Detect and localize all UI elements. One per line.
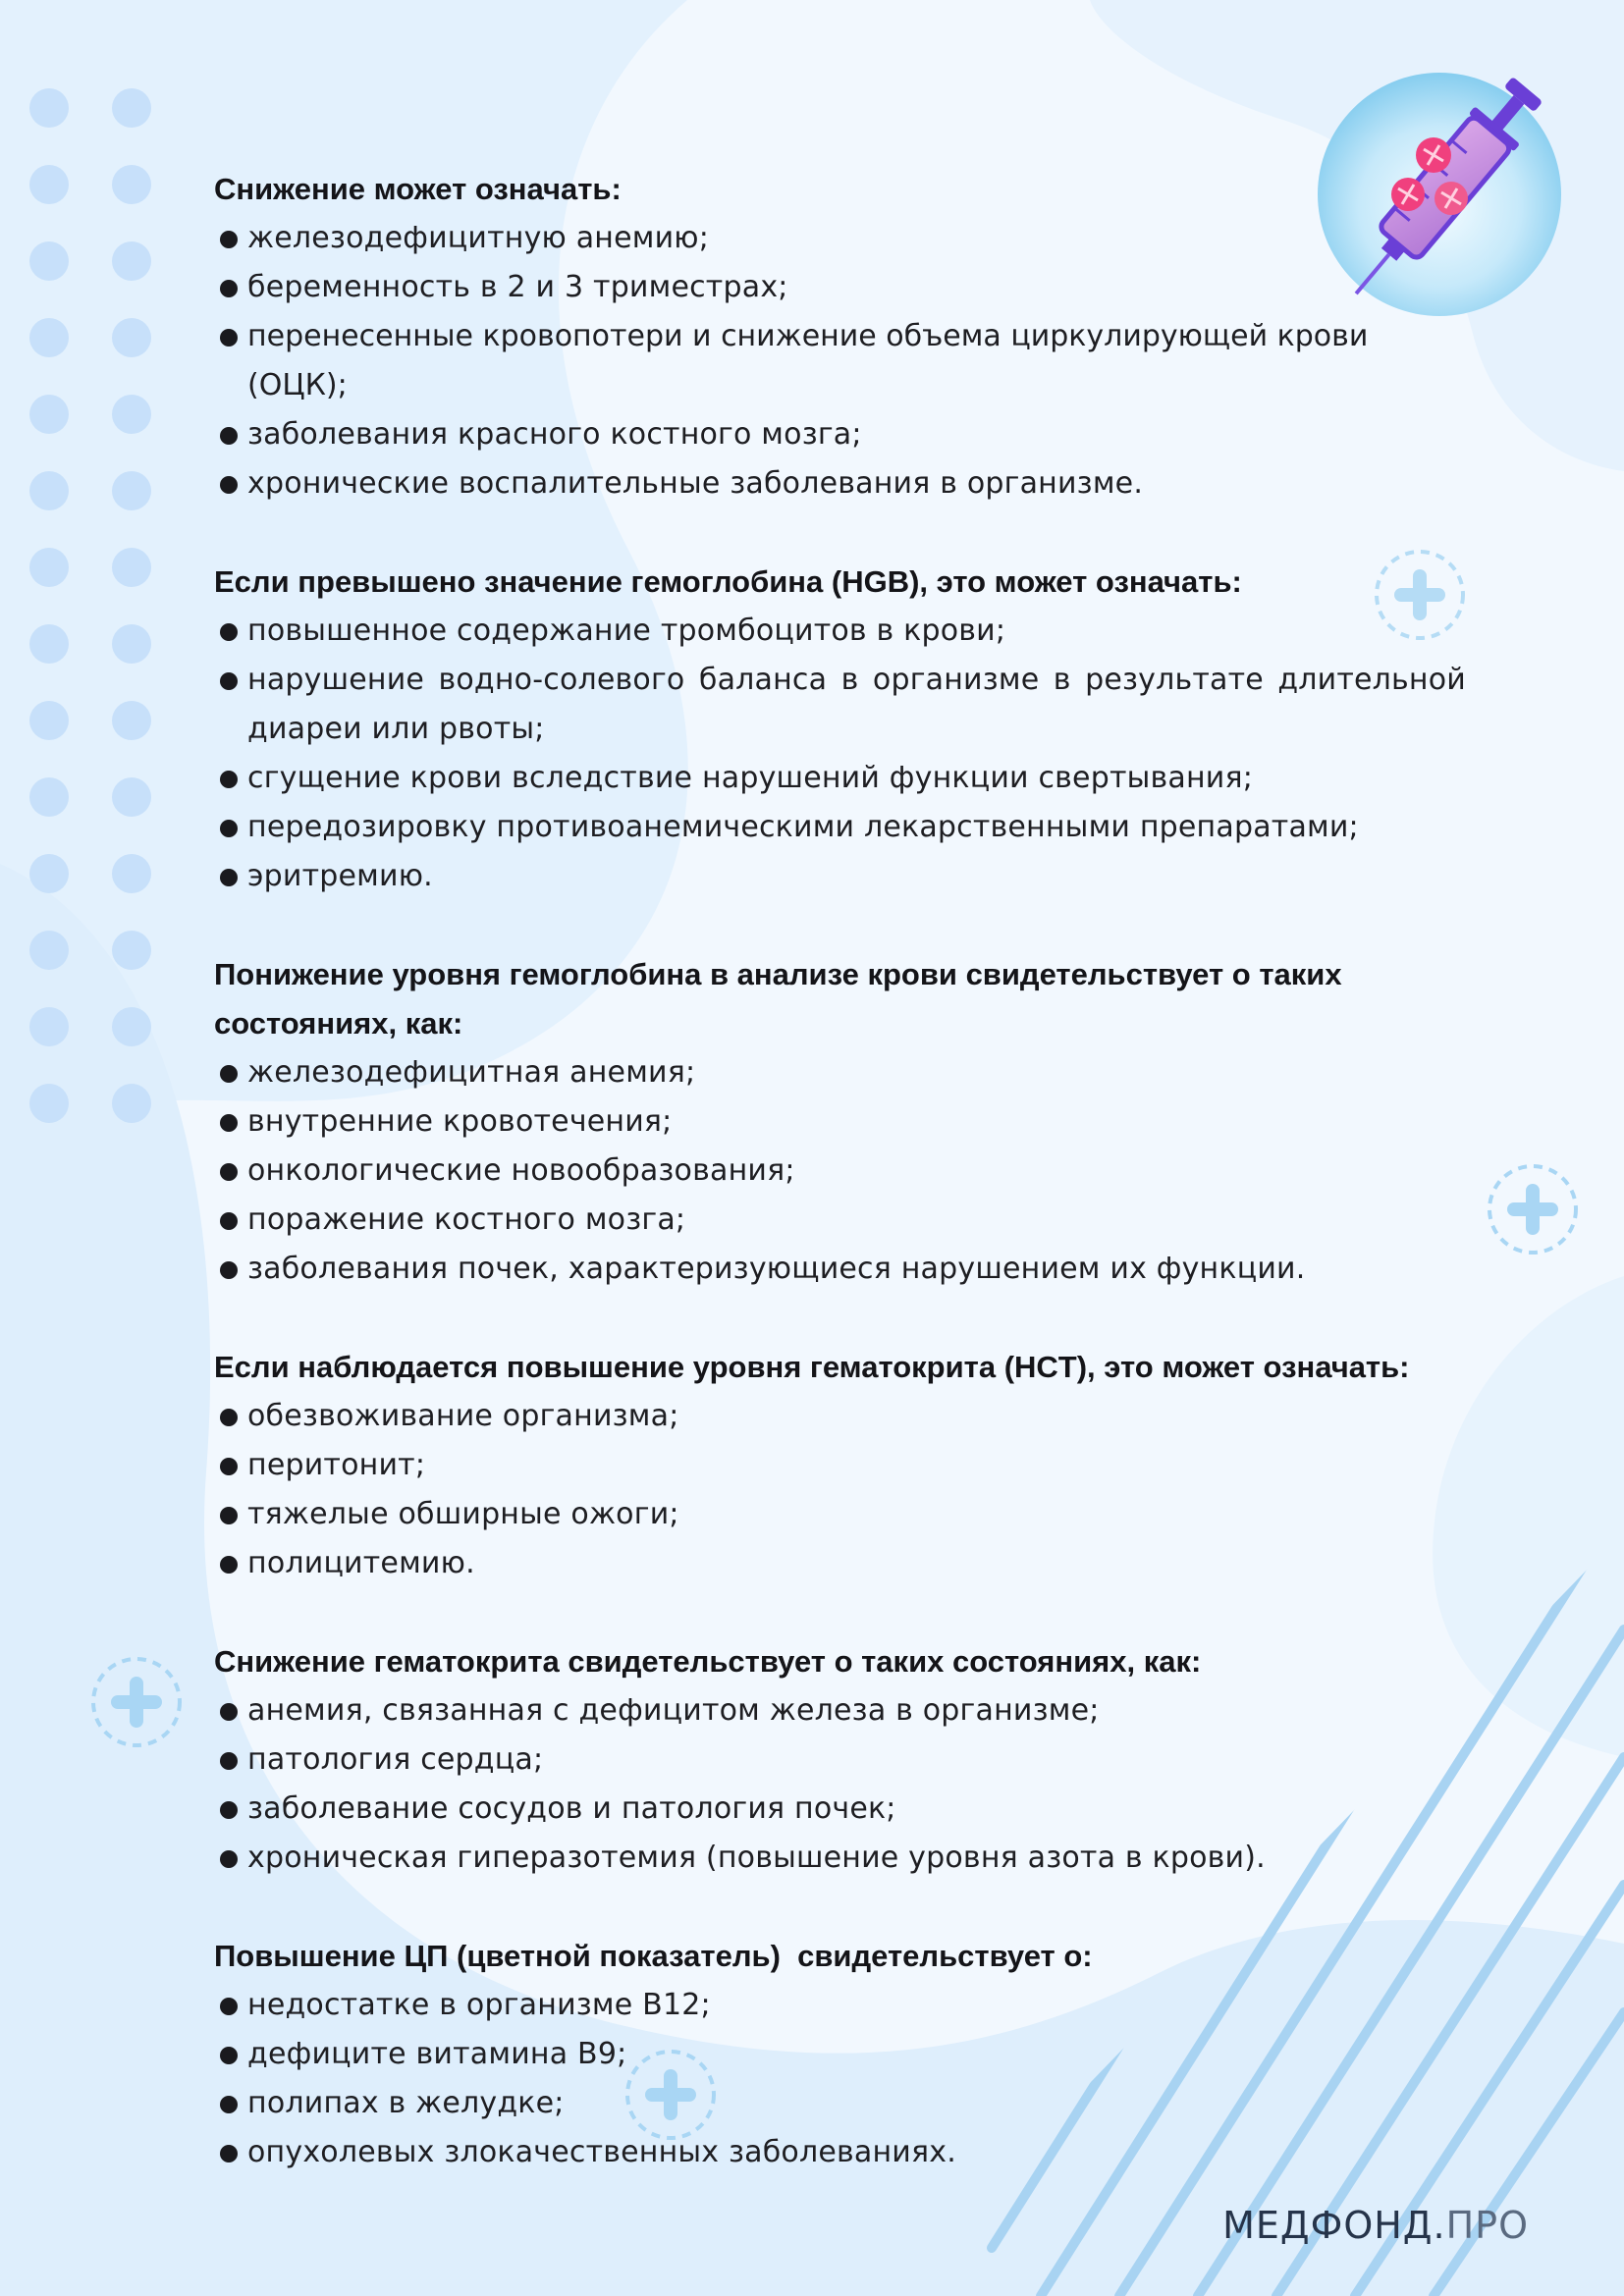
list-item: железодефицитную анемию; <box>214 214 1466 263</box>
list-item: хронические воспалительные заболевания в организме. <box>214 459 1466 508</box>
section-hct-increase <box>214 1343 1466 1588</box>
section-heading: Если наблюдается повышение уровня гематокрита (HCT), это может означать: <box>214 1350 1410 1384</box>
list-item: железодефицитная анемия; <box>214 1048 1466 1097</box>
section-hgb-increase <box>214 558 1466 901</box>
section-hct-decrease <box>214 1637 1466 1883</box>
list-item: патология сердца; <box>214 1735 1466 1785</box>
list-item: анемия, связанная с дефицитом железа в организме; <box>214 1686 1466 1735</box>
list-item: поражение костного мозга; <box>214 1196 1466 1245</box>
bullet-list <box>214 607 1466 901</box>
section-heading: Если превышено значение гемоглобина (HGB), это может означать: <box>214 564 1242 599</box>
list-item: заболевания почек, характеризующиеся нарушением их функции. <box>214 1245 1466 1294</box>
list-item: беременность в 2 и 3 триместрах; <box>214 263 1466 312</box>
list-item: онкологические новообразования; <box>214 1147 1466 1196</box>
section-decrease <box>214 165 1466 508</box>
list-item: опухолевых злокачественных заболеваниях. <box>214 2128 1466 2177</box>
list-item: полицитемию. <box>214 1539 1466 1588</box>
logo-brand: МЕДФОНД <box>1222 2204 1434 2247</box>
logo-suffix: ПРО <box>1445 2204 1529 2247</box>
list-item: передозировку противоанемическими лекарственными препаратами; <box>214 803 1466 852</box>
list-item: полипах в желудке; <box>214 2079 1466 2128</box>
section-heading: Повышение ЦП (цветной показатель) свидетельствует о: <box>214 1939 1093 1973</box>
bullet-list <box>214 214 1466 508</box>
section-heading: Снижение может означать: <box>214 172 622 206</box>
bullet-list <box>214 1981 1466 2177</box>
plus-icon <box>1489 1166 1576 1253</box>
section-heading: Снижение гематокрита свидетельствует о таких состояниях, как: <box>214 1644 1202 1679</box>
list-item: заболевание сосудов и патология почек; <box>214 1785 1466 1834</box>
list-item: эритремию. <box>214 852 1466 901</box>
document-body <box>214 165 1466 2226</box>
section-hgb-decrease <box>214 950 1466 1294</box>
list-item: сгущение крови вследствие нарушений функции свертывания; <box>214 754 1466 803</box>
list-item: заболевания красного костного мозга; <box>214 410 1466 459</box>
list-item: дефиците витамина В9; <box>214 2030 1466 2079</box>
bullet-list <box>214 1392 1466 1588</box>
list-item: недостатке в организме В12; <box>214 1981 1466 2030</box>
list-item: внутренние кровотечения; <box>214 1097 1466 1147</box>
list-item: обезвоживание организма; <box>214 1392 1466 1441</box>
list-item: перенесенные кровопотери и снижение объема циркулирующей крови (ОЦК); <box>214 312 1466 410</box>
list-item: тяжелые обширные ожоги; <box>214 1490 1466 1539</box>
list-item: хроническая гиперазотемия (повышение уровня азота в крови). <box>214 1834 1466 1883</box>
bullet-list <box>214 1048 1466 1294</box>
list-item: нарушение водно-солевого баланса в организме в результате длительной диареи или рвоты; <box>214 656 1466 754</box>
site-logo <box>1222 2204 1529 2247</box>
section-cp-increase <box>214 1932 1466 2177</box>
list-item: повышенное содержание тромбоцитов в крови; <box>214 607 1466 656</box>
logo-dot: . <box>1433 2204 1446 2247</box>
bullet-list <box>214 1686 1466 1883</box>
list-item: перитонит; <box>214 1441 1466 1490</box>
section-heading: Понижение уровня гемоглобина в анализе крови свидетельствует о таких состояниях, как: <box>214 957 1342 1041</box>
